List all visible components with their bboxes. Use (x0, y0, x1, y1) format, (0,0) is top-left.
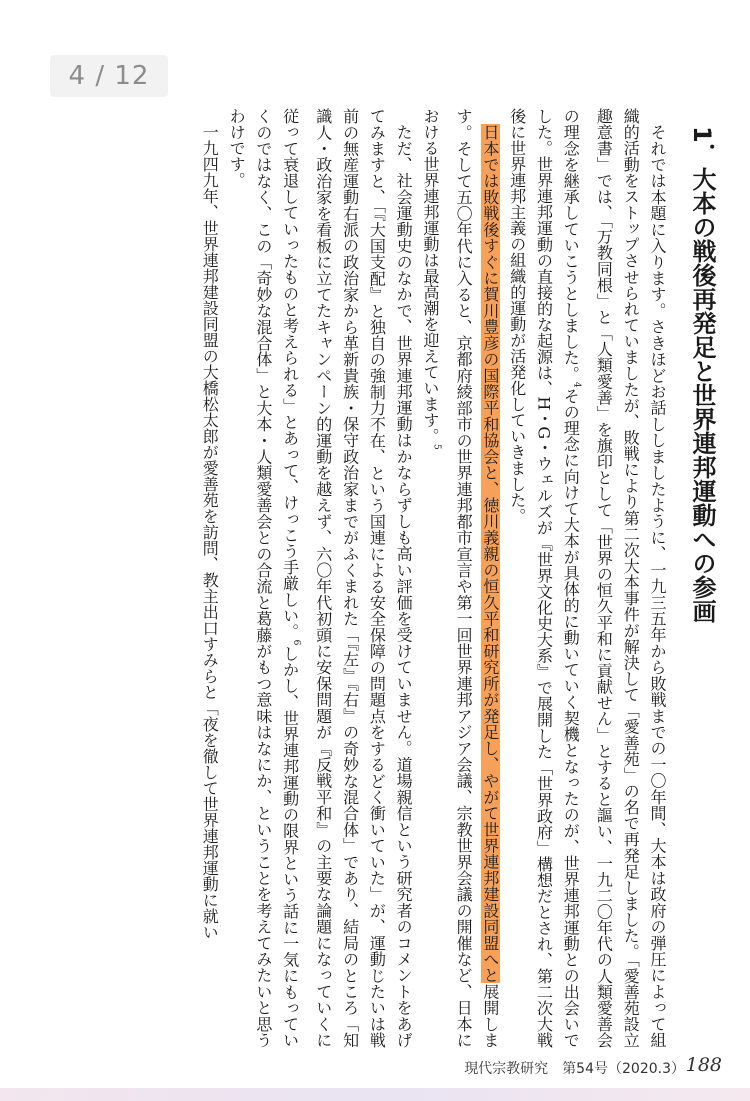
footnote-mark-5: 5 (431, 444, 442, 450)
paragraph-3b-text: しかし、世界連邦運動の限界という話に一気にもっていくのではなく、この「奇妙な混合体」と大本・人類愛善会との合流と葛藤がもつ意味はなにか、ということを考えてみたいと思うわけです。 (227, 108, 300, 1049)
paragraph-1 (503, 108, 670, 1048)
paragraph-2-text: 展開します。そして五〇年代に入ると、京都府綾部市の世界連邦都市宣言や第一回世界連邦アジア会議、宗教世界会議の開催など、日本における世界連邦運動は最高潮を迎えています。 (420, 108, 500, 1049)
paragraph-1b-text: その理念に向けて大本が具体的に動いていく契機となったのが、世界連邦運動との出会いでした。世界連邦運動の直接的な起源は、H・G・ウェルズが『世界文化史大系』で展開した「世界政府」構想だとされ、第二次大戦後に世界連邦主義の組織的運動が活発化していきました。 (507, 108, 581, 1049)
highlighted-text: 日本では敗戦後すぐに賀川豊彦の国際平和協会と、徳川義親の恒久平和研究所が発足し、やがて世界連邦建設同盟へと (480, 124, 500, 984)
section-heading: 1．大本の戦後再発足と世界連邦運動への参画 (688, 126, 716, 623)
paragraph-1-text: それでは本題に入ります。さきほどお話ししましたように、一九三五年から敗戦までの一〇年間、大本は政府の弾圧によって組織的活動をストップさせられていましたが、敗戦により第二次大本事件が解決して「愛善苑」の名で再発足しました。「愛善苑設立趣意書」では、「万教同根」と「人類愛善」を旗印として「世界の恒久平和に貢献せん」とすると謳い、一九二〇年代の人類愛善会の理念を継承していこうとしました。 (561, 108, 667, 1049)
footnote-mark-4: 4 (571, 381, 582, 388)
footnote-mark-6: 6 (290, 639, 301, 646)
page-footer (0, 1054, 750, 1082)
paragraph-3-text: ただ、社会運動史のなかで、世界連邦運動はかならずしも高い評価を受けていません。道場親信という研究者のコメントをあげてみますと、「『大国支配』と独自の強制力不在、という国連による安全保障の問題点をするどく衝いていた」が、運動じたいは戦前の無産運動右派の政治家から革新貴族・保守政治家までがふくまれた「『左』『右』の奇妙な混合体」であり、結局のところ「知識人・政治家を看板に立てたキャンペーン的運動を越えず、六〇年代初頭に安保問題が『反戦平和』の主要な論題になっていくに従って衰退していったものと考えられる」とあって、けっこう手厳しい。 (280, 108, 414, 1049)
paragraph-4: 一九四九年、世界連邦建設同盟の大橋松太郎が愛善苑を訪問、教主出口すみらと「夜を徹して世界連邦運動に就い (200, 124, 220, 940)
page-number: 188 (685, 1054, 722, 1076)
article-body (72, 108, 722, 1048)
paragraph-3 (222, 108, 416, 1048)
paragraph-2 (416, 108, 503, 1048)
page-counter: 4 / 12 (50, 55, 168, 97)
bottom-edge-strip (0, 1088, 750, 1101)
journal-citation: 現代宗教研究 第54号（2020.3） (464, 1061, 685, 1077)
